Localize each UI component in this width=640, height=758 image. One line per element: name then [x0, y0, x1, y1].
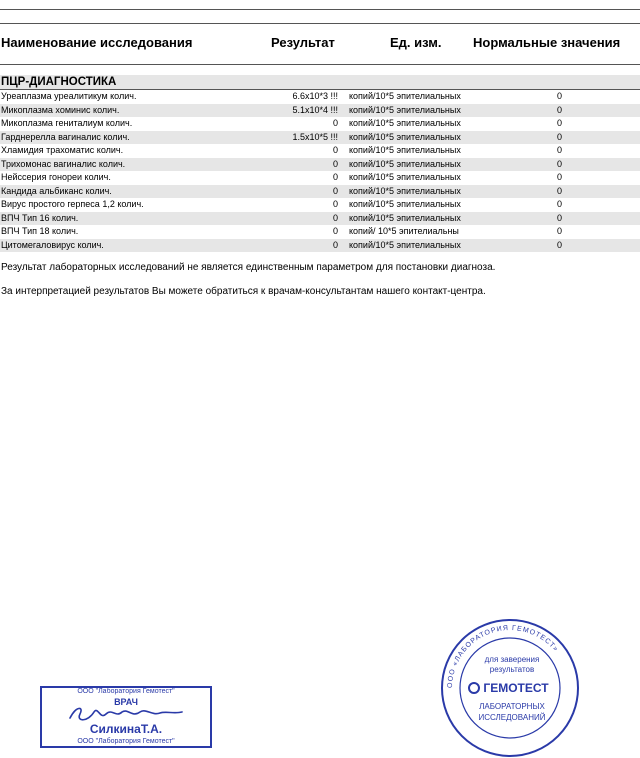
- seal-line4: ИССЛЕДОВАНИЙ: [478, 713, 546, 722]
- test-result: 0: [332, 172, 338, 182]
- test-norm: 0: [557, 199, 563, 209]
- test-result: 0: [332, 199, 338, 209]
- table-row: [0, 144, 640, 157]
- test-result: 1.5x10*5 !!!: [292, 131, 338, 142]
- table-row: [0, 198, 640, 211]
- test-result: 0: [332, 226, 338, 236]
- doctor-stamp-org-top: ООО "Лаборатория Гемотест": [77, 688, 175, 695]
- test-name: ВПЧ Тип 18 колич.: [1, 226, 79, 236]
- test-name: ВПЧ Тип 16 колич.: [1, 212, 79, 223]
- test-unit: копий/10*5 эпителиальных: [349, 239, 461, 250]
- test-unit: копий/10*5 эпителиальных: [349, 145, 461, 155]
- test-result: 0: [332, 185, 338, 196]
- test-norm: 0: [557, 131, 563, 142]
- test-name: Уреаплазма уреалитикум колич.: [1, 91, 137, 101]
- test-name: Вирус простого герпеса 1,2 колич.: [1, 199, 144, 209]
- section-header: [0, 75, 640, 90]
- lab-seal: [440, 618, 580, 758]
- test-unit: копий/10*5 эпителиальных: [349, 131, 461, 142]
- test-norm: 0: [557, 145, 563, 155]
- seal-brand: ГЕМОТЕСТ: [483, 681, 549, 695]
- header-unit: Ед. изм.: [390, 35, 442, 50]
- test-result: 6.6x10*3 !!!: [292, 91, 338, 101]
- header-name: Наименование исследования: [1, 35, 193, 50]
- table-row: [0, 185, 640, 198]
- test-unit: копий/10*5 эпителиальных: [349, 212, 461, 223]
- test-name: Цитомегаловирус колич.: [1, 239, 104, 250]
- test-name: Хламидия трахоматис колич.: [1, 145, 124, 155]
- doctor-stamp-role: ВРАЧ: [114, 697, 138, 707]
- doctor-stamp-org-bottom: ООО "Лаборатория Гемотест": [77, 738, 175, 745]
- test-norm: 0: [557, 226, 563, 236]
- test-unit: копий/10*5 эпителиальных: [349, 91, 461, 101]
- top-rule: [0, 9, 640, 10]
- seal-logo-icon: [469, 683, 479, 693]
- test-name: Микоплазма гениталиум колич.: [1, 118, 133, 128]
- test-name: Нейссерия гонореи колич.: [1, 172, 111, 182]
- test-norm: 0: [557, 118, 563, 128]
- test-unit: копий/10*5 эпителиальных: [349, 172, 461, 182]
- seal-line1: для заверения: [484, 655, 540, 664]
- test-name: Гарднерелла вагиналис колич.: [1, 131, 130, 142]
- test-unit: копий/10*5 эпителиальных: [349, 118, 461, 128]
- test-norm: 0: [557, 158, 563, 169]
- test-norm: 0: [557, 212, 563, 223]
- header-norm: Нормальные значения: [473, 35, 621, 50]
- test-norm: 0: [557, 239, 563, 250]
- seal-ring-text: ООО «ЛАБОРАТОРИЯ ГЕМОТЕСТ»: [446, 624, 560, 689]
- table-row: [0, 171, 640, 184]
- test-result: 0: [332, 118, 338, 128]
- header-result: Результат: [271, 35, 335, 50]
- test-result: 0: [332, 212, 338, 223]
- test-result: 0: [332, 158, 338, 169]
- test-unit: копий/10*5 эпителиальных: [349, 199, 461, 209]
- test-norm: 0: [557, 91, 563, 101]
- test-result: 0: [332, 145, 338, 155]
- test-norm: 0: [557, 185, 563, 196]
- test-result: 0: [332, 239, 338, 250]
- table-row: [0, 104, 640, 117]
- table-row: [0, 158, 640, 171]
- doctor-stamp: [40, 686, 212, 748]
- table-header: [0, 24, 640, 64]
- note-contact: За интерпретацией результатов Вы можете обратиться к врачам-консультантам нашего контакт-центра.: [1, 286, 486, 297]
- table-row: [0, 117, 640, 130]
- table-row: [0, 90, 640, 103]
- test-name: Трихомонас вагиналис колич.: [1, 158, 126, 169]
- test-unit: копий/10*5 эпителиальных: [349, 104, 461, 115]
- seal-line2: результатов: [489, 665, 535, 674]
- note-disclaimer: Результат лабораторных исследований не является единственным параметром для постановки диагноза.: [1, 262, 496, 273]
- test-norm: 0: [557, 104, 563, 115]
- test-name: Микоплазма хоминис колич.: [1, 104, 120, 115]
- section-title: ПЦР-ДИАГНОСТИКА: [1, 76, 117, 88]
- test-result: 5.1x10*4 !!!: [292, 104, 338, 115]
- table-row: [0, 239, 640, 252]
- test-unit: копий/ 10*5 эпителиальны: [349, 226, 459, 236]
- test-norm: 0: [557, 172, 563, 182]
- seal-line3: ЛАБОРАТОРНЫХ: [479, 702, 545, 711]
- table-row: [0, 225, 640, 238]
- table-row: [0, 131, 640, 144]
- test-name: Кандида альбиканс колич.: [1, 185, 112, 196]
- table-row: [0, 212, 640, 225]
- doctor-stamp-name: СилкинаТ.А.: [89, 722, 163, 736]
- header-bottom-rule: [0, 64, 640, 65]
- test-unit: копий/10*5 эпителиальных: [349, 185, 461, 196]
- test-unit: копий/10*5 эпителиальных: [349, 158, 461, 169]
